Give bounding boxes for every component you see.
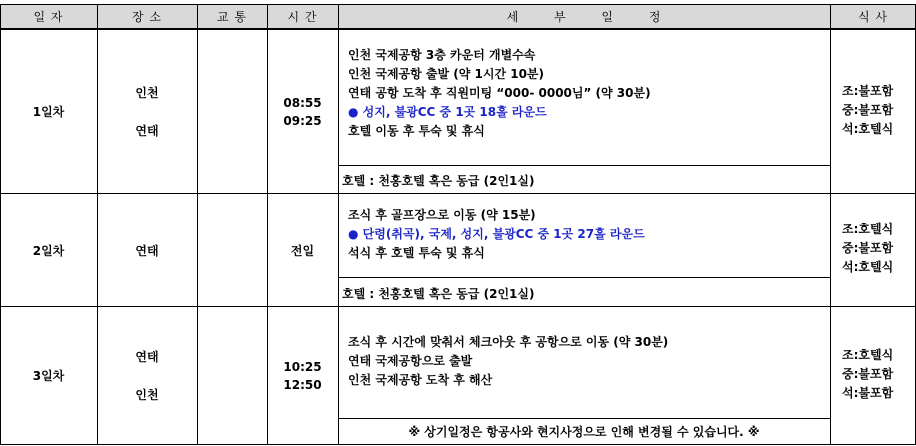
header-transport: 교 통: [197, 4, 267, 28]
schedule-line: 호텔 이동 후 투숙 및 휴식: [348, 124, 485, 138]
day-2-times: 전일: [290, 243, 315, 258]
header-day: 일 자: [0, 4, 97, 28]
schedule-line: 조식 후 시간에 맞춰서 체크아웃 후 공항으로 이동 (약 30분): [348, 335, 669, 349]
header-schedule: 세 부 일 정: [338, 4, 830, 28]
day-2-hotel: 호텔 : 천홍호텔 혹은 동급 (2인1실): [342, 287, 535, 301]
day-1-times: 08:55 09:25: [283, 95, 322, 128]
day-3-times: 10:25 12:50: [283, 359, 322, 392]
schedule-line-highlight: ● 단령(취곡), 국제, 성지, 불광CC 중 1곳 27홀 라운드: [348, 227, 645, 241]
day-1-places: 인천 연태: [135, 85, 159, 138]
day-2-label: 2일차: [32, 243, 65, 258]
day-3-meals: 조:호텔식 중:불포함 석:불포함: [842, 348, 894, 400]
day-2-schedule: [348, 206, 645, 263]
schedule-line: 석식 후 호텔 투숙 및 휴식: [348, 246, 485, 260]
day-1-hotel: 호텔 : 천홍호텔 혹은 동급 (2인1실): [342, 174, 535, 188]
day-1-label: 1일차: [32, 105, 65, 119]
header-meal: 식 사: [830, 4, 916, 28]
day-1-meals: 조:불포함 중:불포함 석:호텔식: [842, 84, 894, 136]
schedule-line: 연태 공항 도착 후 직원미팅 “000- 0000님” (약 30분): [348, 86, 651, 100]
header-time: 시 간: [267, 4, 338, 28]
schedule-line-highlight: ● 성지, 불광CC 중 1곳 18홀 라운드: [348, 105, 547, 119]
schedule-line: 연태 국제공항으로 출발: [348, 354, 473, 368]
day-3-schedule: [348, 333, 668, 390]
day-3-places: 연태 인천: [135, 349, 159, 402]
header-place: 장 소: [97, 4, 197, 28]
schedule-line: 인천 국제공항 출발 (약 1시간 10분): [348, 67, 545, 81]
schedule-line: 인천 국제공항 도착 후 해산: [348, 373, 493, 387]
schedule-line: 인천 국제공항 3층 카운터 개별수속: [348, 48, 536, 62]
footnote: ※ 상기일정은 항공사와 현지사정으로 인해 변경될 수 있습니다. ※: [408, 424, 760, 439]
day-3-label: 3일차: [32, 369, 65, 383]
day-2-places: 연태: [135, 243, 159, 258]
schedule-line: 조식 후 골프장으로 이동 (약 15분): [348, 208, 536, 222]
day-2-meals: 조:호텔식 중:불포함 석:호텔식: [842, 222, 894, 274]
day-1-schedule: [348, 46, 651, 141]
